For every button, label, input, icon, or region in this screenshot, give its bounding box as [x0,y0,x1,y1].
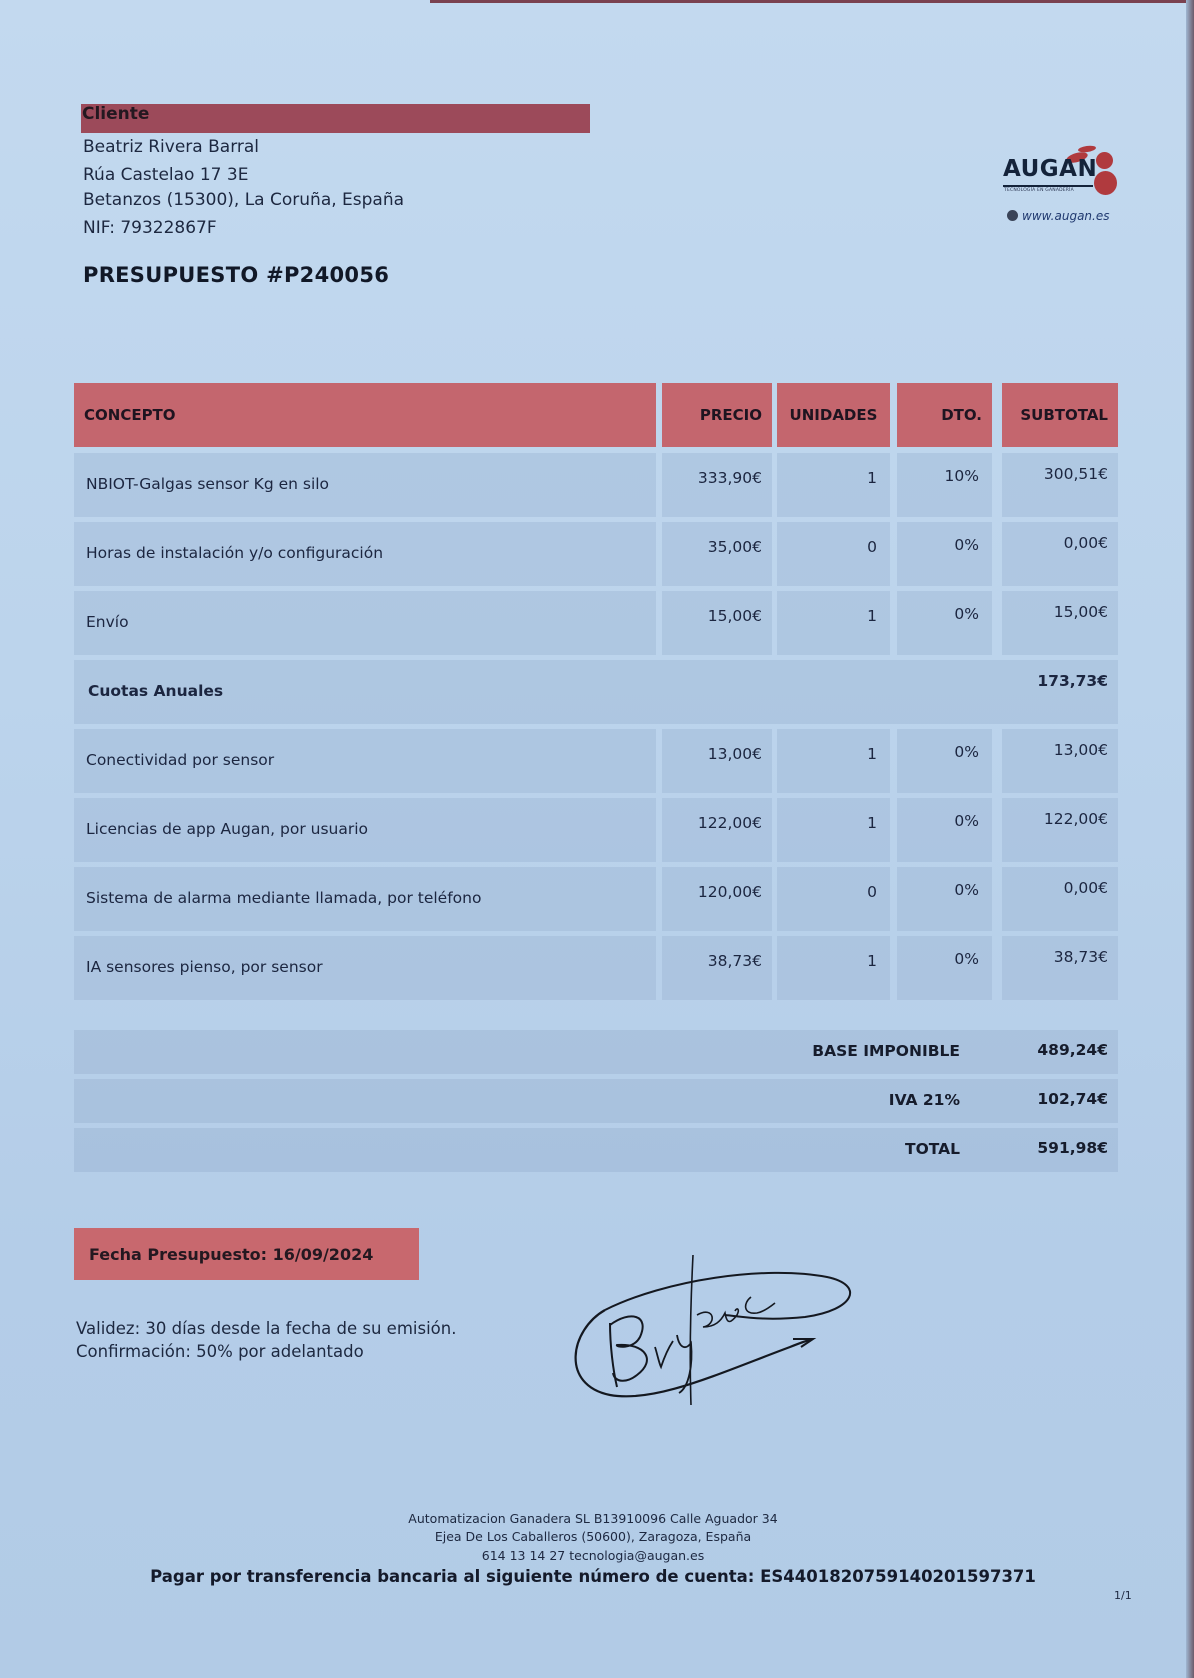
totals-row-base [74,1030,1118,1074]
table-row [74,453,1118,517]
row-units: 1 [867,607,877,625]
row-subtotal: 122,00€ [1043,810,1108,828]
confirmation-note: Confirmación: 50% por adelantado [76,1342,364,1361]
website-link[interactable] [1007,209,1109,223]
row-units: 1 [867,745,877,763]
row-price: 15,00€ [707,607,762,625]
paper-edge [1186,0,1194,1678]
logo-dot [1094,171,1117,195]
total-value: 591,98€ [1037,1139,1108,1157]
row-units: 1 [867,469,877,487]
augan-logo [1000,142,1130,212]
row-concept: Licencias de app Augan, por usuario [86,820,369,838]
table-row [74,522,1118,586]
website-text: www.augan.es [1022,209,1110,223]
row-units: 0 [867,538,877,556]
row-subtotal: 0,00€ [1063,879,1108,897]
base-imponible-label: BASE IMPONIBLE [812,1042,960,1060]
header-subtotal: SUBTOTAL [1002,383,1118,447]
row-concept: NBIOT-Galgas sensor Kg en silo [86,475,330,493]
row-subtotal: 15,00€ [1053,603,1108,621]
row-price: 38,73€ [707,952,762,970]
header-dto: DTO. [897,383,992,447]
row-concept: Horas de instalación y/o configuración [86,544,384,562]
logo-tagline: TECNOLOGÍA EN GANADERÍA [1004,188,1074,193]
client-section-bar [81,104,590,133]
group-subtotal: 173,73€ [1037,672,1108,690]
row-concept: Envío [86,613,129,631]
row-units: 0 [867,883,877,901]
document-title: PRESUPUESTO #P240056 [83,263,390,287]
header-precio: PRECIO [662,383,772,447]
logo-wordmark: AUGAN [1003,156,1098,182]
totals-row-total [74,1128,1118,1172]
base-imponible-value: 489,24€ [1037,1041,1108,1059]
footer-contact: 614 13 14 27 tecnologia@augan.es [481,1548,705,1563]
footer-address: Ejea De Los Caballeros (50600), Zaragoza, España [434,1529,752,1544]
row-price: 35,00€ [707,538,762,556]
globe-icon [1007,210,1018,221]
group-label: Cuotas Anuales [88,682,224,700]
table-row [74,867,1118,931]
iva-label: IVA 21% [888,1091,960,1109]
footer-company: Automatizacion Ganadera SL B13910096 Calle Aguador 34 [408,1511,778,1526]
table-row [74,936,1118,1000]
budget-date-box: Fecha Presupuesto: 16/09/2024 [74,1228,419,1280]
header-concepto: CONCEPTO [74,383,656,447]
validity-note: Validez: 30 días desde la fecha de su emisión. [76,1319,457,1338]
table-row [74,729,1118,793]
total-label: TOTAL [905,1140,960,1158]
row-price: 333,90€ [697,469,762,487]
iva-value: 102,74€ [1037,1090,1108,1108]
row-discount: 0% [954,536,979,554]
group-row [74,660,1118,724]
client-city: Betanzos (15300), La Coruña, España [83,190,405,210]
row-subtotal: 0,00€ [1063,534,1108,552]
row-price: 122,00€ [697,814,762,832]
totals-row-iva [74,1079,1118,1123]
page-number: 1/1 [1114,1589,1132,1602]
signature [565,1255,875,1405]
logo-dot [1096,152,1113,169]
row-subtotal: 13,00€ [1053,741,1108,759]
row-discount: 10% [944,467,979,485]
row-concept: Sistema de alarma mediante llamada, por teléfono [86,889,482,907]
client-nif: NIF: 79322867F [83,218,217,238]
row-discount: 0% [954,950,979,968]
logo-underline [1003,185,1093,187]
row-price: 120,00€ [697,883,762,901]
table-row [74,798,1118,862]
row-discount: 0% [954,812,979,830]
row-subtotal: 300,51€ [1043,465,1108,483]
row-subtotal: 38,73€ [1053,948,1108,966]
bank-payment-line: Pagar por transferencia bancaria al siguiente número de cuenta: ES4401820759140201597371 [150,1567,1036,1586]
row-units: 1 [867,814,877,832]
row-concept: IA sensores pienso, por sensor [86,958,323,976]
row-discount: 0% [954,743,979,761]
header-unidades: UNIDADES [777,383,890,447]
client-address: Rúa Castelao 17 3E [83,165,249,185]
row-discount: 0% [954,881,979,899]
row-units: 1 [867,952,877,970]
client-name: Beatriz Rivera Barral [83,137,260,157]
client-section-label: Cliente [82,104,150,124]
row-concept: Conectividad por sensor [86,751,275,769]
table-row [74,591,1118,655]
row-discount: 0% [954,605,979,623]
background-strip [430,0,1194,3]
row-price: 13,00€ [707,745,762,763]
